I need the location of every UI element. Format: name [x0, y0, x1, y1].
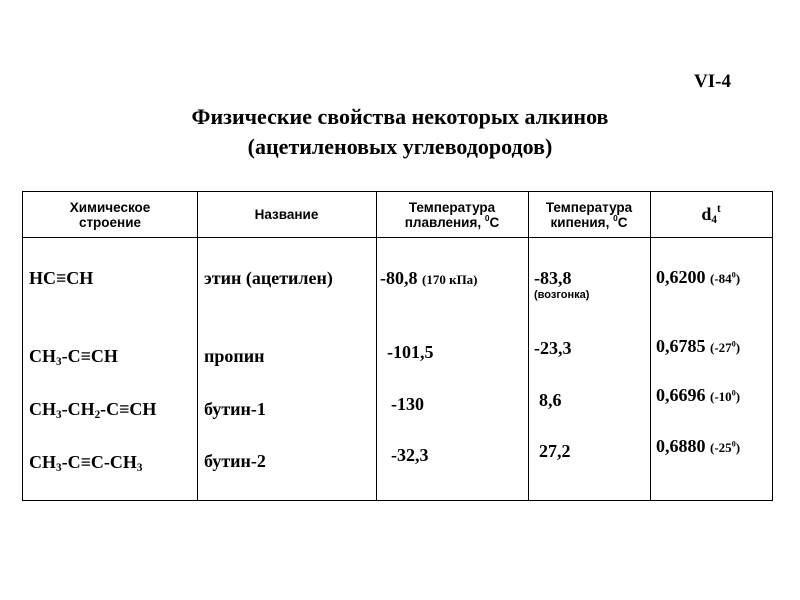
- header-boiling-point: [528, 192, 650, 237]
- table-row-2-name: пропин: [204, 346, 265, 366]
- header-structure: [23, 192, 197, 237]
- header-boil-line-1: Температура: [545, 199, 633, 215]
- header-structure-line-1: Химическое: [69, 199, 151, 215]
- table-row-4-melt: -32,3: [391, 445, 429, 465]
- header-density-label: $d_4^t$: [701, 203, 721, 226]
- table-row-1-formula: HC≡CH: [29, 268, 94, 288]
- title-line-2: (ацетиленовых углеводородов): [247, 134, 553, 159]
- table-row-3-name: бутин-1: [204, 399, 266, 419]
- page-title: [0, 102, 800, 162]
- table-row-2-melt: -101,5: [387, 342, 434, 362]
- header-melt-line-1: Температура: [408, 199, 496, 215]
- column-divider: [650, 192, 651, 500]
- table-row-2-density: 0,6785 $(-27^0)$: [656, 336, 741, 356]
- table-row-4-name: бутин-2: [204, 451, 266, 471]
- header-density: [650, 192, 772, 237]
- table-row-1-density: 0,6200 $(-84^0)$: [656, 267, 741, 287]
- table-row-2-boil: -23,3: [534, 338, 572, 358]
- table-row-3-density: 0,6696 $(-10^0)$: [656, 385, 741, 405]
- slide-number: VI-4: [694, 71, 731, 92]
- column-divider: [376, 192, 377, 500]
- table-row-2-formula: $CH_3-C\equiv CH$: [29, 346, 118, 368]
- table-row-4-formula: $CH_3-C\equiv C-CH_3$: [29, 452, 143, 474]
- table-row-1-boil: -83,8 (возгонка): [534, 268, 590, 301]
- header-divider: [23, 237, 772, 238]
- header-name: [197, 192, 376, 237]
- table-row-1-melt: -80,8 (170 кПа): [380, 268, 478, 288]
- header-structure-line-2: строение: [78, 214, 142, 230]
- title-line-1: Физические свойства некоторых алкинов: [191, 104, 609, 129]
- table-row-4-boil: 27,2: [539, 441, 571, 461]
- header-melting-point: [376, 192, 528, 237]
- column-divider: [197, 192, 198, 500]
- header-boil-line-2: кипения, $^0$C: [550, 212, 628, 230]
- header-name-label: Название: [254, 207, 319, 222]
- table-row-3-boil: 8,6: [539, 390, 562, 410]
- table-row-1-name: этин (ацетилен): [204, 268, 333, 288]
- header-melt-line-2: плавления, $^0$C: [404, 212, 500, 230]
- table-row-4-density: 0,6880 $(-25^0)$: [656, 436, 741, 456]
- table-row-1-boil-note: (возгонка): [534, 289, 590, 301]
- table-row-3-melt: -130: [391, 394, 424, 414]
- properties-table: [22, 191, 773, 501]
- table-row-3-formula: $CH_3-CH_2-C\equiv CH$: [29, 399, 157, 421]
- column-divider: [528, 192, 529, 500]
